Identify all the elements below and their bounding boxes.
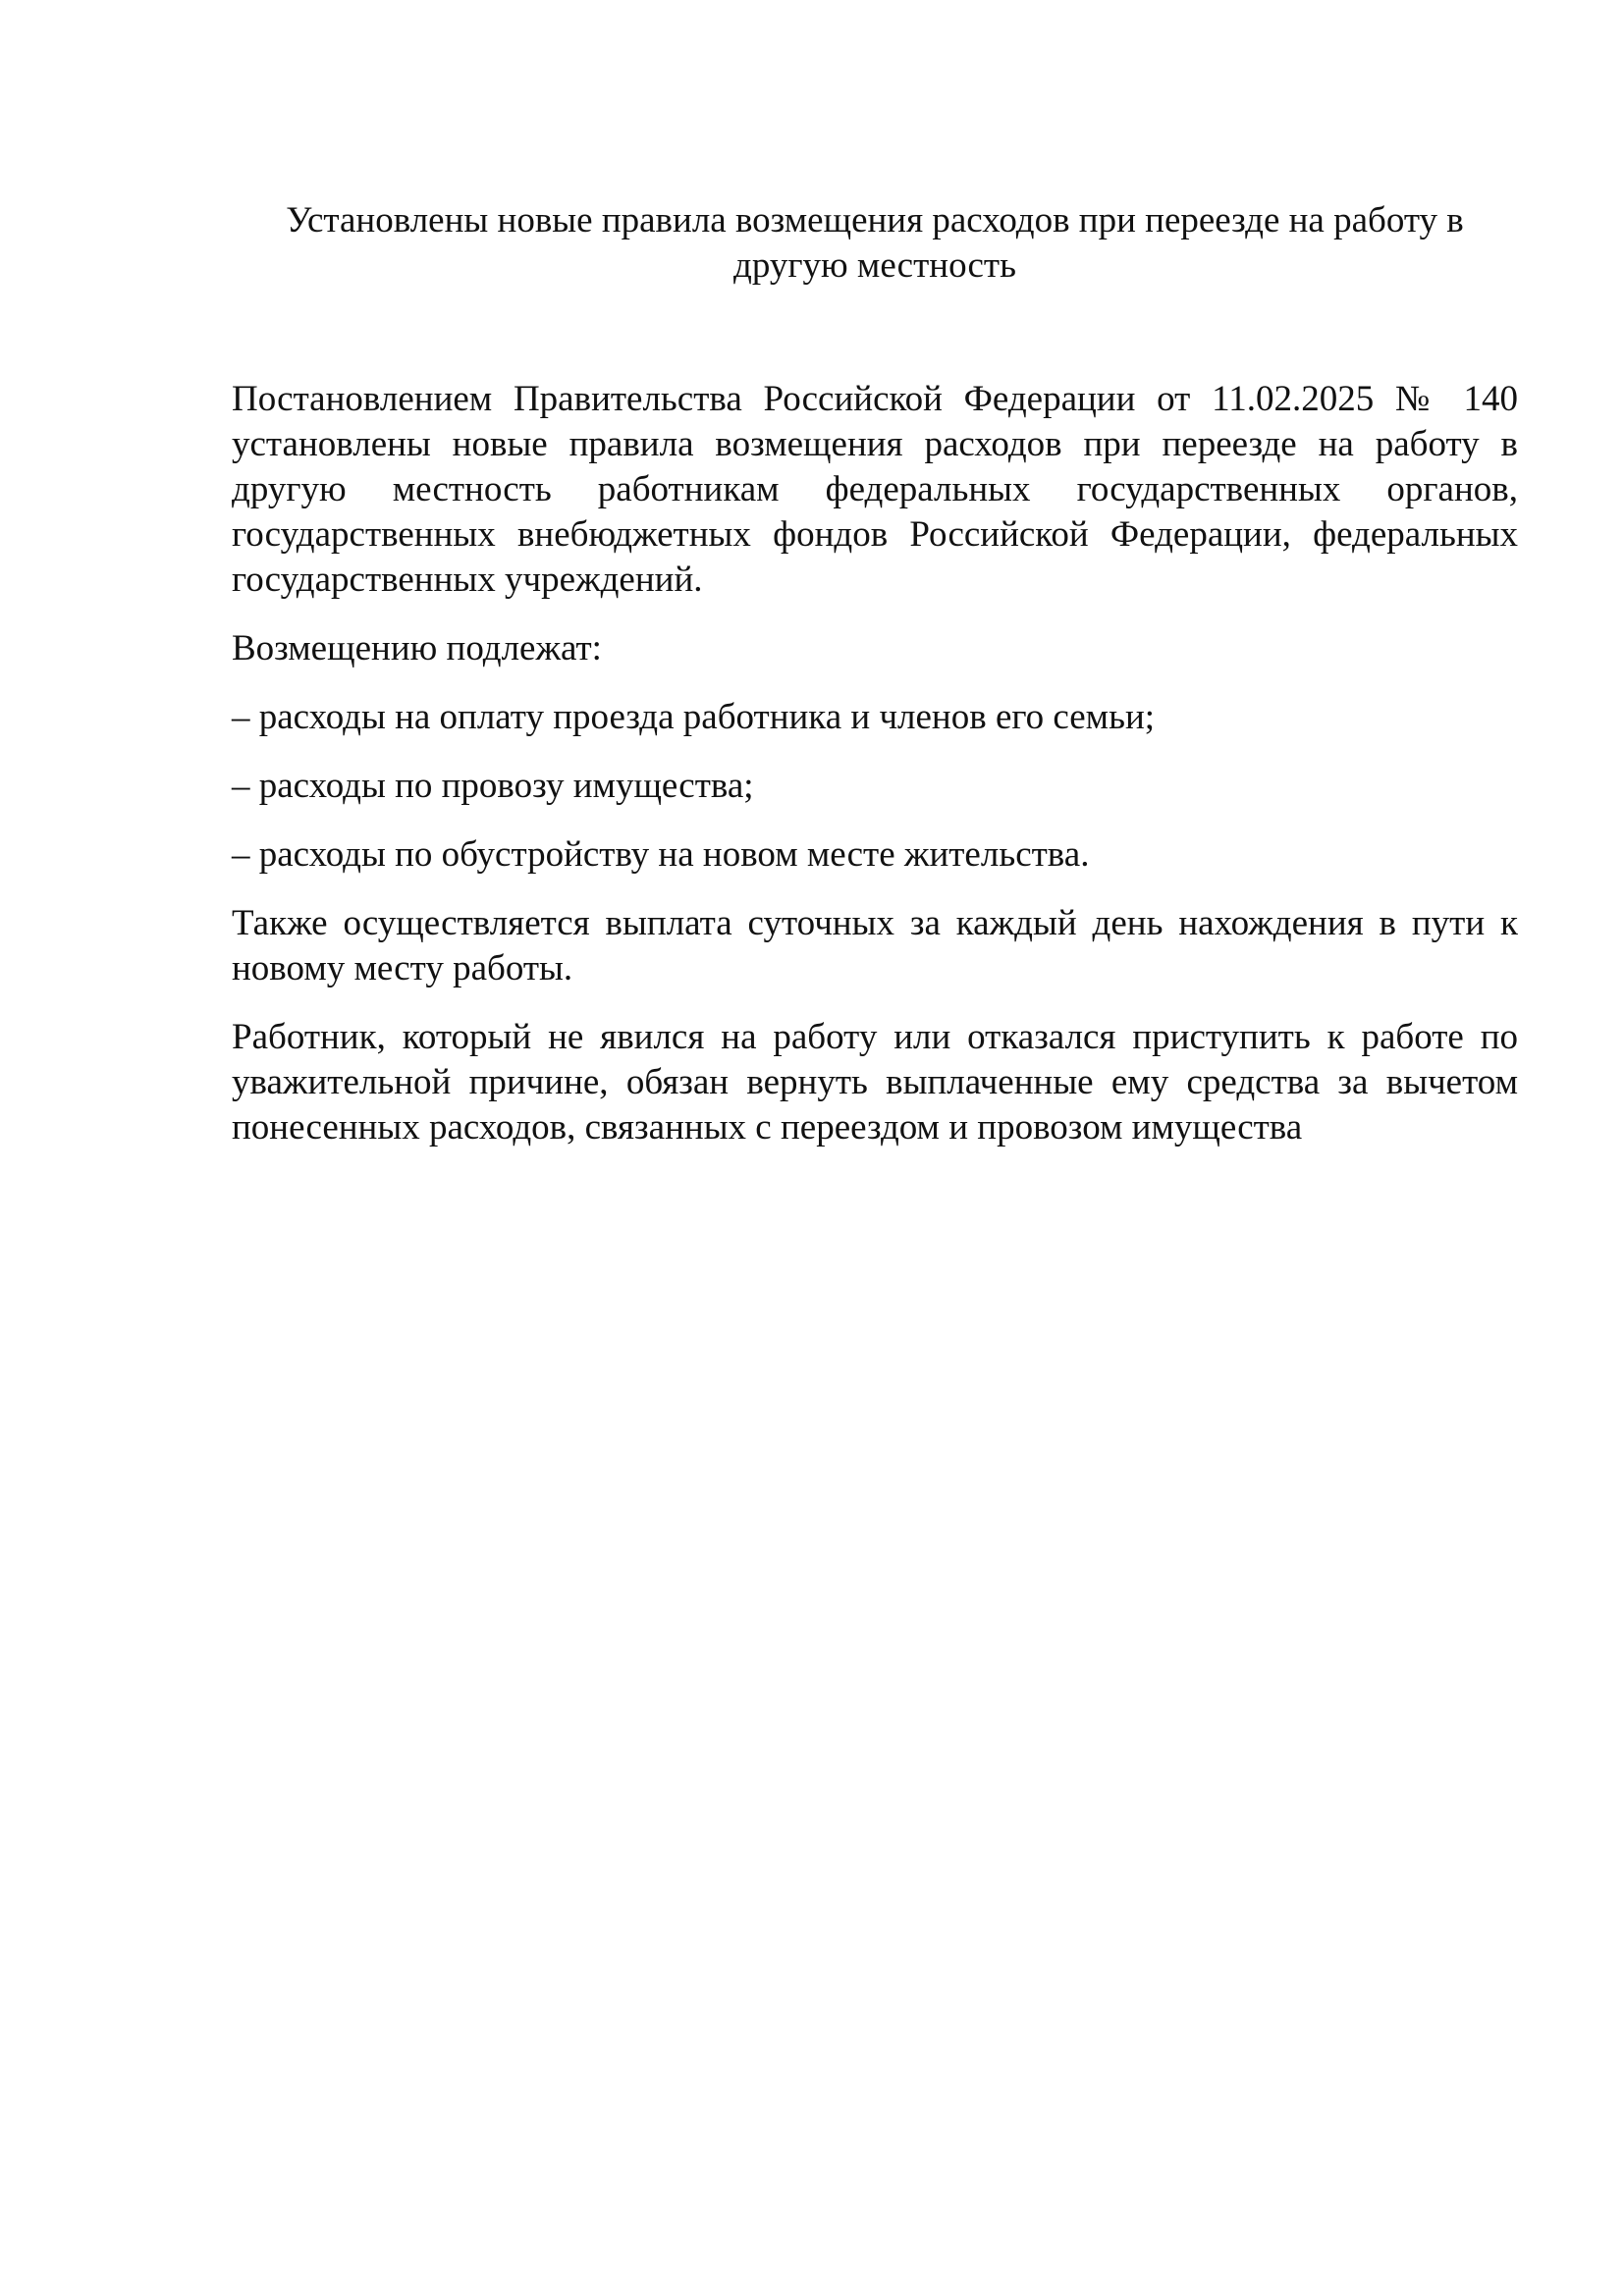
paragraph-daily-allowance: Также осуществляется выплата суточных за каждый день нахождения в пути к новому месту работы. [232,903,1518,988]
list-item-settlement-expenses: – расходы по обустройству на новом месте жительства. [232,834,1090,875]
paragraph-compensation-intro: Возмещению подлежат: [232,628,602,668]
document-title: Установлены новые правила возмещения расходов при переезде на работу в другую местность [286,200,1464,286]
list-item-travel-expenses: – расходы на оплату проезда работника и членов его семьи; [232,697,1156,737]
list-item-property-transport: – расходы по провозу имущества; [232,766,754,806]
paragraph-refund-obligation: Работник, который не явился на работу или отказался приступить к работе по уважительной причине, обязан вернуть выплаченные ему средства за вычетом понесенных расходов, связанных с переездом и провозом имущества [232,1017,1518,1148]
document-body [232,377,1518,1174]
paragraph-resolution: Постановлением Правительства Российской Федерации от 11.02.2025 № 140 установлены новые правила возмещения расходов при переезде на работу в другую местность работникам федеральных государственных органов, государственных внебюджетных фондов Российской Федерации, федеральных государственных учреждений. [232,379,1518,600]
